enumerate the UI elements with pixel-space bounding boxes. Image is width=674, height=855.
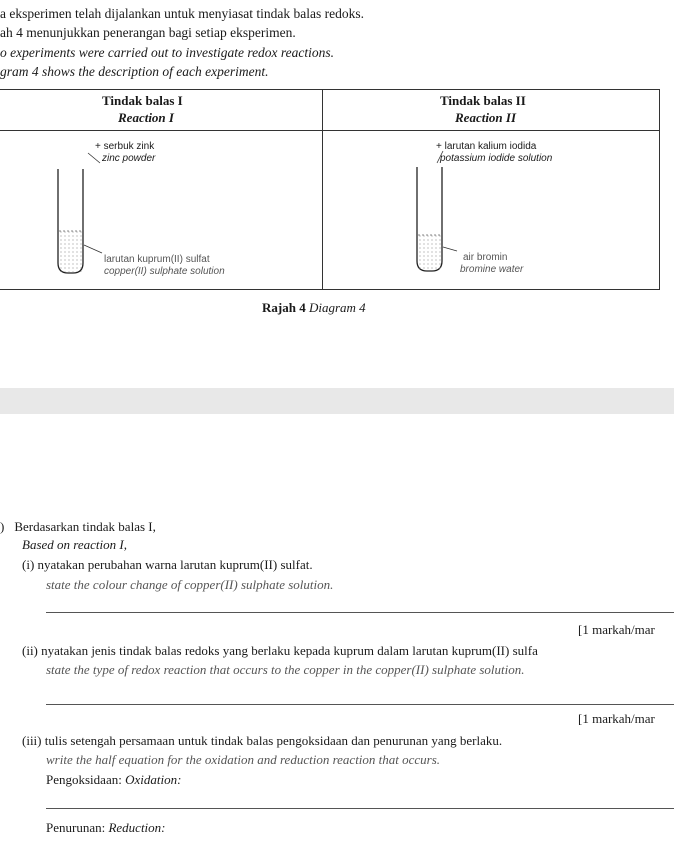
col2-subtitle: Reaction II xyxy=(455,110,517,125)
oxidation-my: Pengoksidaan: xyxy=(46,772,122,787)
page-separator-band xyxy=(0,388,674,414)
col2-title: Tindak balas II xyxy=(440,93,526,108)
col1-subtitle: Reaction I xyxy=(118,110,174,125)
question-i xyxy=(22,557,313,573)
r1-top-label: + serbuk zink xyxy=(95,141,155,152)
question-iii-label: (iii) xyxy=(22,733,42,748)
col1-title: Tindak balas I xyxy=(102,93,183,108)
oxidation-en: Oxidation: xyxy=(125,772,182,787)
reduction-label xyxy=(46,820,166,836)
r2-top-label-en: potassium iodide solution xyxy=(440,153,553,164)
caption-en: Diagram 4 xyxy=(308,300,366,315)
r2-bottom-label-en: bromine water xyxy=(460,264,524,275)
table-right-border xyxy=(659,89,660,289)
question-ii xyxy=(22,643,538,659)
answer-line-oxidation[interactable] xyxy=(46,808,674,809)
reduction-my: Penurunan: xyxy=(46,820,106,835)
table-column-divider xyxy=(322,89,323,289)
question-iii xyxy=(22,733,502,749)
question-stem-en: Based on reaction I, xyxy=(22,537,127,552)
table-top-border xyxy=(0,89,660,90)
r1-bottom-label: larutan kuprum(II) sulfat xyxy=(104,254,210,265)
r2-top-label: + larutan kalium iodida xyxy=(436,141,537,152)
intro-line-2: ah 4 menunjukkan penerangan bagi setiap eksperimen. xyxy=(0,25,296,40)
reduction-en: Reduction: xyxy=(108,820,166,835)
question-ii-label: (ii) xyxy=(22,643,38,658)
table-header-divider xyxy=(0,130,660,131)
diagram-caption xyxy=(262,300,366,316)
question-i-label: (i) xyxy=(22,557,35,572)
table-bottom-border xyxy=(0,289,660,290)
r2-bottom-label: air bromin xyxy=(463,252,508,263)
stem-text: Berdasarkan tindak balas I, xyxy=(14,519,156,534)
question-i-text: nyatakan perubahan warna larutan kuprum(II) sulfat. xyxy=(37,557,313,572)
question-i-marks: [1 markah/mar xyxy=(578,622,655,637)
intro-line-3: o experiments were carried out to investigate redox reactions. xyxy=(0,45,335,60)
question-ii-text-en: state the type of redox reaction that occurs to the copper in the copper(II) sulphate solution. xyxy=(46,662,525,677)
question-stem: ) Berdasarkan tindak balas I, xyxy=(0,519,156,534)
answer-line-ii[interactable] xyxy=(46,704,674,705)
test-tube-1-diagram xyxy=(40,135,240,280)
question-iii-text: tulis setengah persamaan untuk tindak balas pengoksidaan dan penurunan yang berlaku. xyxy=(44,733,503,748)
question-iii-text-en: write the half equation for the oxidation and reduction reaction that occurs. xyxy=(46,752,441,767)
test-tube-2-diagram xyxy=(395,135,595,280)
oxidation-label xyxy=(46,772,181,788)
question-ii-marks: [1 markah/mar xyxy=(578,711,655,726)
question-ii-text: nyatakan jenis tindak balas redoks yang berlaku kepada kuprum dalam larutan kuprum(II) sulfa xyxy=(41,643,538,658)
intro-line-1: a eksperimen telah dijalankan untuk menyiasat tindak balas redoks. xyxy=(0,6,365,21)
r1-bottom-label-en: copper(II) sulphate solution xyxy=(104,266,225,277)
intro-line-4: gram 4 shows the description of each experiment. xyxy=(0,64,269,79)
r1-top-label-en: zinc powder xyxy=(102,153,156,164)
answer-line-i[interactable] xyxy=(46,612,674,613)
caption-my: Rajah 4 xyxy=(262,300,306,315)
question-i-text-en: state the colour change of copper(II) sulphate solution. xyxy=(46,577,334,592)
